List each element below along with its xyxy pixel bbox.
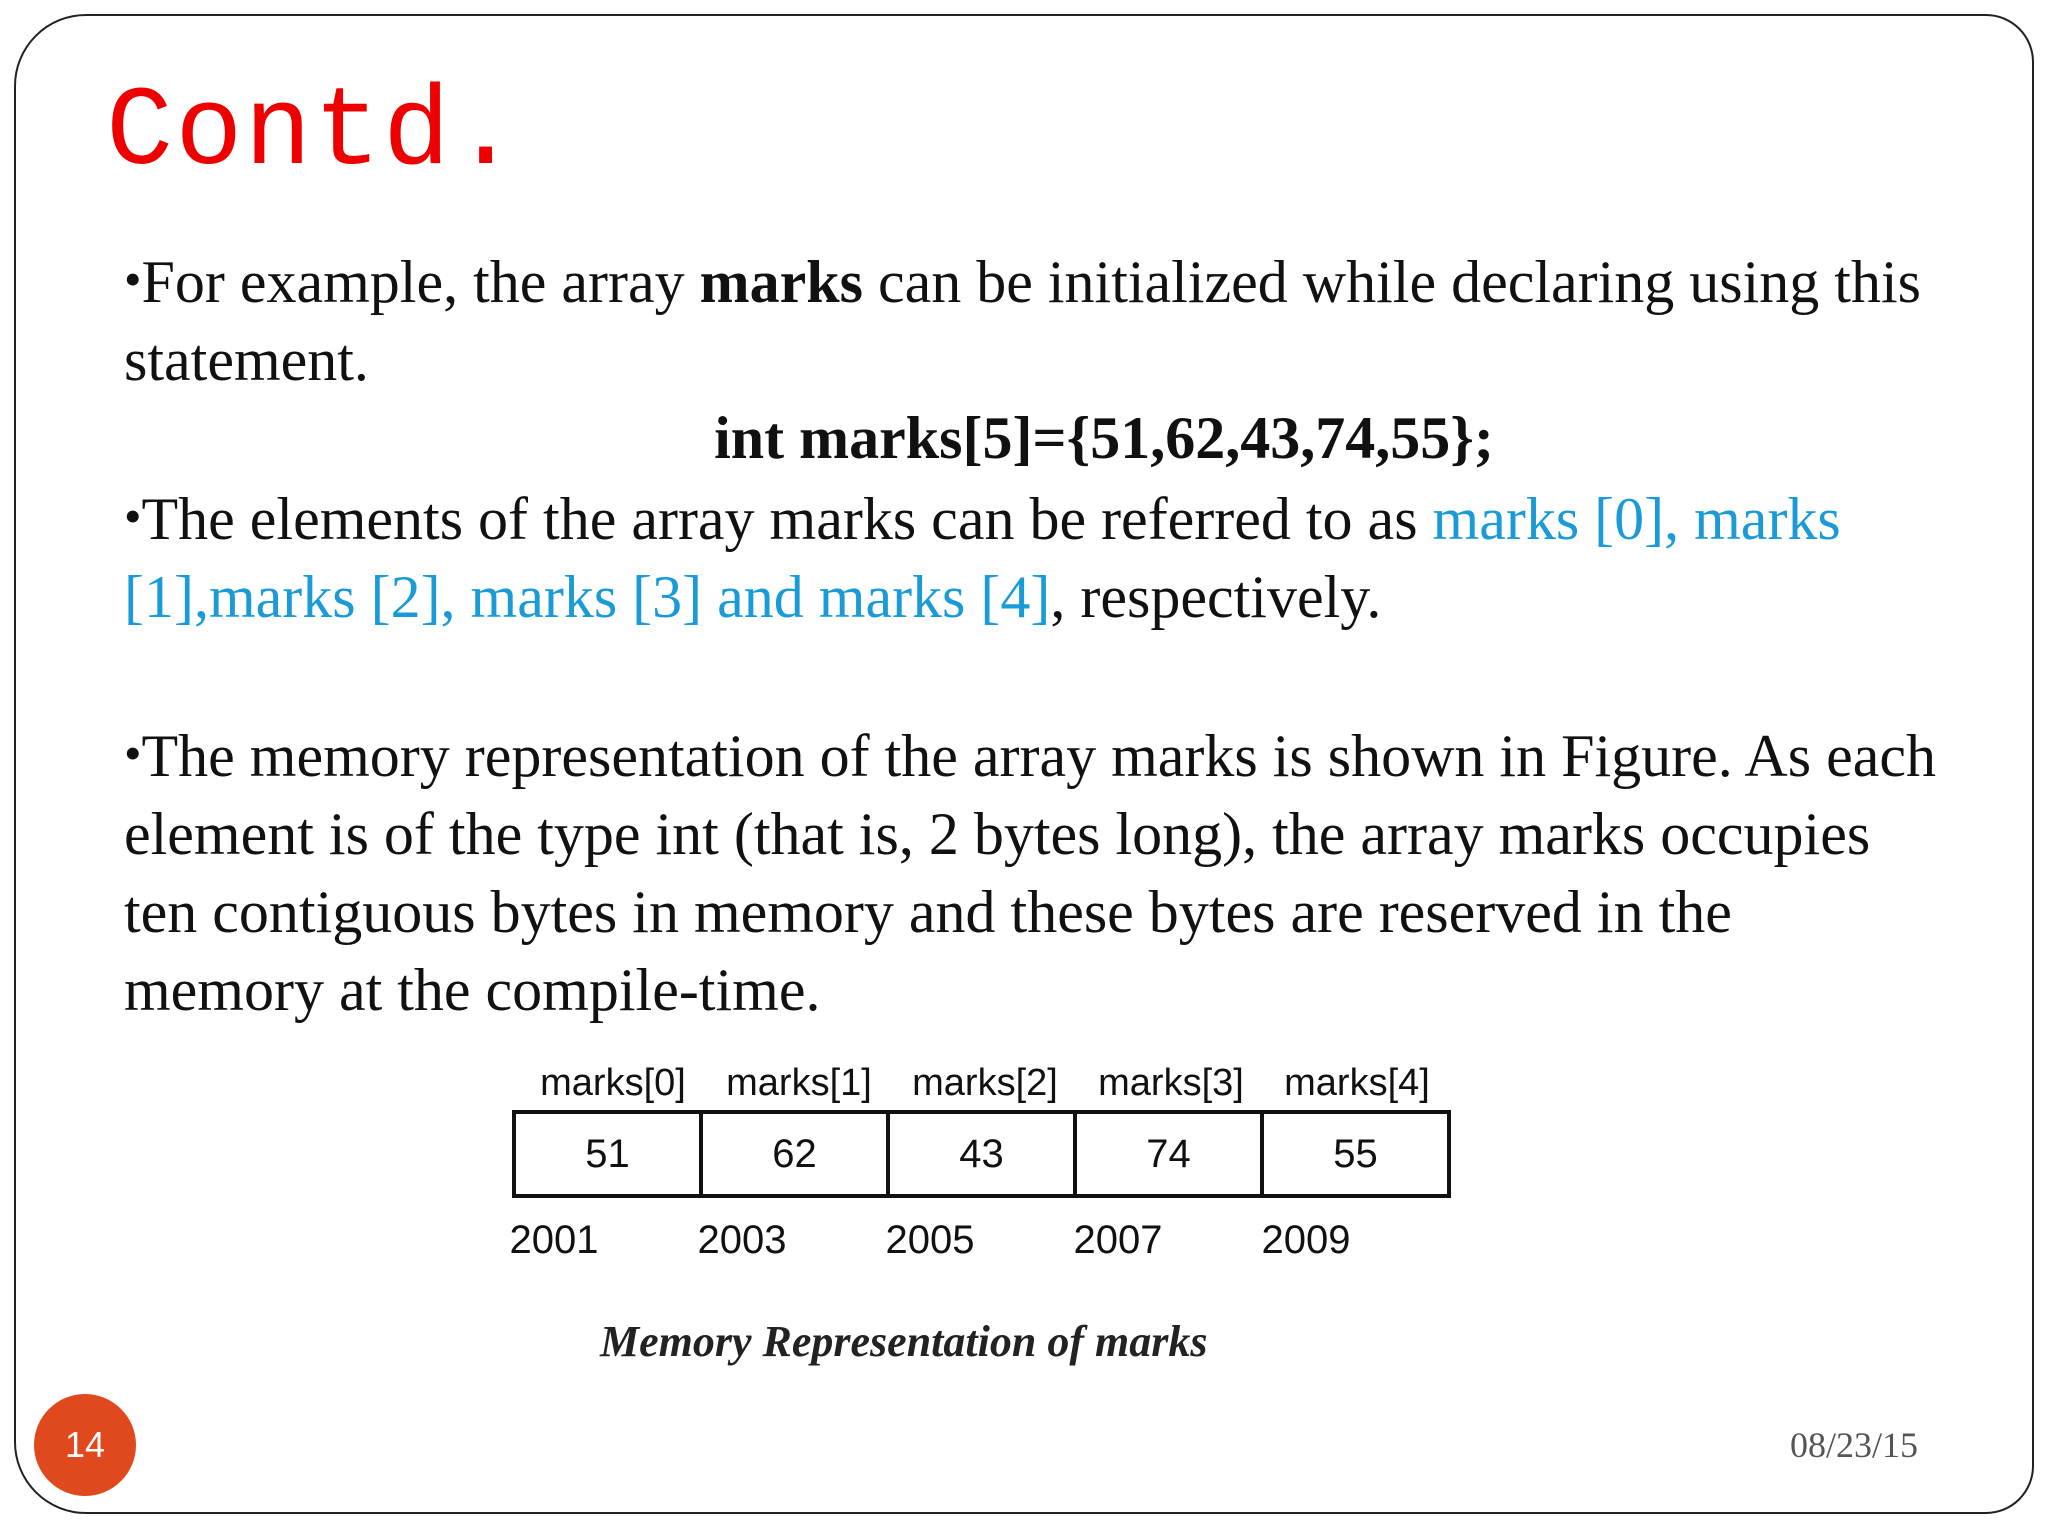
- memory-cells: [512, 1110, 1451, 1198]
- p2-highlight: marks [0], marks [1],marks [2], marks [3] and marks [4]: [124, 486, 1841, 630]
- memory-cell: 51: [516, 1114, 703, 1194]
- p3-text: The memory representation of the array marks is shown in Figure. As each element is of the type int (that is, 2 bytes long), the array marks occupies ten contiguous bytes in memory and these bytes are reserved in the memory at the compile-time.: [124, 723, 1937, 1023]
- figure-index-labels: [520, 1062, 1450, 1105]
- memory-cell: 55: [1333, 1131, 1378, 1176]
- bullet-paragraph-3: [124, 714, 1944, 1029]
- address-label: 2005: [885, 1218, 975, 1262]
- memory-cell: 43: [890, 1114, 1077, 1194]
- p1-bold-term: marks: [699, 249, 863, 315]
- address-label: 2009: [1261, 1218, 1351, 1262]
- bullet-paragraph-1: [124, 240, 1944, 399]
- index-label: marks[2]: [912, 1062, 1058, 1104]
- index-label: marks[3]: [1098, 1062, 1244, 1104]
- index-label: marks[0]: [540, 1062, 686, 1104]
- slide-date: 08/23/15: [1789, 1425, 1918, 1465]
- bullet-icon: •: [124, 725, 142, 781]
- page-number-badge: 14: [34, 1394, 136, 1496]
- memory-cell: 62: [703, 1114, 890, 1194]
- address-label: 2001: [509, 1218, 599, 1262]
- p2-text-end: , respectively.: [1050, 564, 1382, 630]
- index-label: marks[1]: [726, 1062, 872, 1104]
- code-statement: int marks[5]={51,62,43,74,55};: [714, 405, 1494, 471]
- slide-title: Contd.: [106, 70, 522, 197]
- bullet-icon: •: [124, 488, 142, 544]
- figure-caption: Memory Representation of marks: [600, 1317, 1208, 1366]
- slide-body: [124, 240, 1944, 1029]
- bullet-icon: •: [124, 251, 142, 307]
- p1-text-start: For example, the array: [141, 249, 700, 315]
- bullet-paragraph-2: [124, 477, 1944, 636]
- memory-figure: [460, 1044, 1460, 1374]
- p2-text-start: The elements of the array marks can be referred to as: [141, 486, 1433, 552]
- address-label: 2007: [1073, 1218, 1163, 1262]
- p1-text-end: can be initialized while declaring using this statement.: [124, 249, 1921, 393]
- spacer: [124, 636, 1944, 714]
- index-label: marks[4]: [1284, 1062, 1430, 1104]
- memory-cell: 74: [1077, 1114, 1264, 1194]
- address-label: 2003: [697, 1218, 787, 1262]
- memory-addresses: [460, 1218, 1400, 1263]
